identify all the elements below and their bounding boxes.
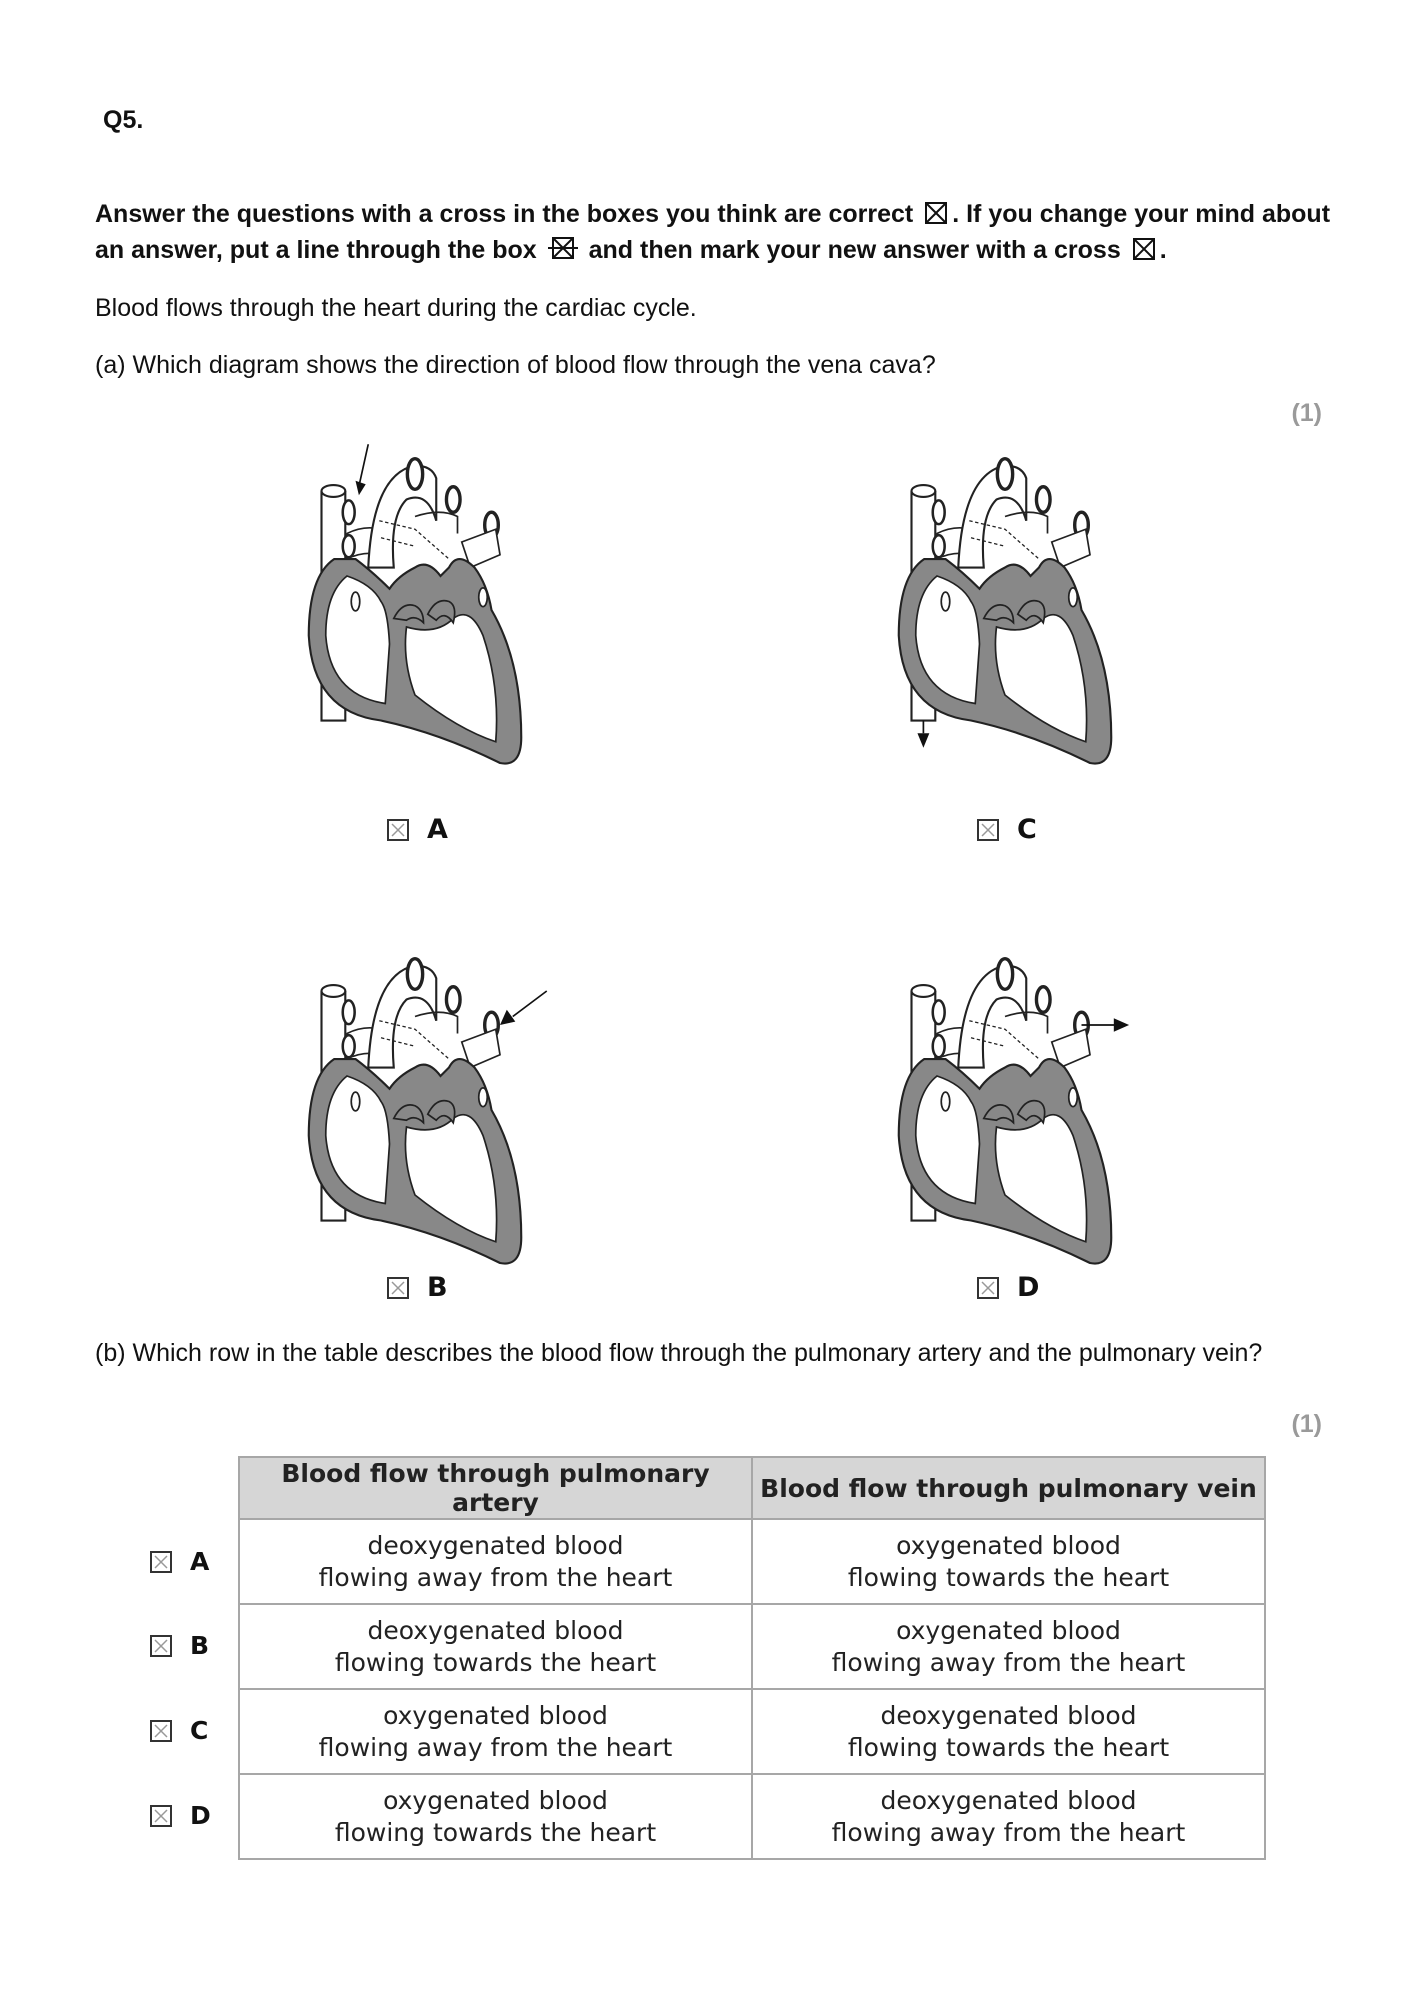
part-a-prompt: (a) Which diagram shows the direction of blood flow through the vena cava?: [95, 351, 936, 379]
cell-line: flowing towards the heart: [334, 1647, 657, 1677]
question-number: Q5.: [103, 106, 144, 134]
table-header-row: [239, 1457, 1265, 1519]
vein-cell: [752, 1604, 1265, 1689]
part-b-prompt: (b) Which row in the table describes the blood flow through the pulmonary artery and the pulmonary vein?: [95, 1339, 1263, 1367]
row-letter: C: [190, 1716, 209, 1745]
option-d-letter: D: [1017, 1272, 1040, 1303]
heart-diagram-d: [855, 940, 1155, 1280]
intro-text: Blood flows through the heart during the cardiac cycle.: [95, 294, 697, 322]
cell-line: deoxygenated blood: [880, 1700, 1137, 1730]
checkbox-icon[interactable]: [387, 819, 409, 841]
cell-line: deoxygenated blood: [367, 1530, 624, 1560]
cell-line: oxygenated blood: [383, 1700, 608, 1730]
cell-line: deoxygenated blood: [880, 1785, 1137, 1815]
cell-line: flowing towards the heart: [847, 1732, 1170, 1762]
vein-cell: [752, 1689, 1265, 1774]
vein-cell: [752, 1519, 1265, 1604]
option-b[interactable]: [387, 1272, 448, 1303]
table-row: [239, 1519, 1265, 1604]
cell-line: oxygenated blood: [896, 1615, 1121, 1645]
instructions-text-3: and then mark your new answer with a cross: [588, 236, 1121, 264]
heart-diagram-b: [265, 940, 565, 1280]
crossed-box-icon: [924, 201, 948, 225]
artery-cell: [239, 1519, 752, 1604]
checkbox-icon[interactable]: [150, 1805, 172, 1827]
table-row: [239, 1604, 1265, 1689]
row-option-c[interactable]: [150, 1716, 208, 1745]
checkbox-icon[interactable]: [150, 1720, 172, 1742]
option-d[interactable]: [977, 1272, 1039, 1303]
header-pulmonary-vein: Blood flow through pulmonary vein: [752, 1457, 1265, 1519]
checkbox-icon[interactable]: [977, 1277, 999, 1299]
header-pulmonary-artery: Blood flow through pulmonary artery: [239, 1457, 752, 1519]
instructions-text-4: .: [1159, 236, 1167, 264]
row-option-b[interactable]: [150, 1631, 209, 1660]
artery-cell: [239, 1604, 752, 1689]
instructions-text-1: Answer the questions with a cross in the boxes you think are correct: [95, 200, 914, 228]
cell-line: oxygenated blood: [383, 1785, 608, 1815]
row-letter: A: [190, 1547, 210, 1576]
checkbox-icon[interactable]: [387, 1277, 409, 1299]
cell-line: flowing towards the heart: [334, 1817, 657, 1847]
answer-instructions: [95, 196, 1345, 268]
struck-box-icon: [548, 235, 578, 261]
heart-diagram-a: [265, 440, 565, 780]
checkbox-icon[interactable]: [150, 1635, 172, 1657]
option-a-letter: A: [427, 814, 448, 845]
table-row: [239, 1689, 1265, 1774]
option-a[interactable]: [387, 814, 448, 845]
vein-cell: [752, 1774, 1265, 1859]
cell-line: oxygenated blood: [896, 1530, 1121, 1560]
row-letter: B: [190, 1631, 210, 1660]
option-c-letter: C: [1017, 814, 1037, 845]
instructions-text-2: . If you change your mind about an answer, put a line through the box: [95, 200, 1331, 264]
artery-cell: [239, 1774, 752, 1859]
checkbox-icon[interactable]: [150, 1551, 172, 1573]
cell-line: flowing towards the heart: [847, 1562, 1170, 1592]
table-row: [239, 1774, 1265, 1859]
cell-line: flowing away from the heart: [831, 1647, 1186, 1677]
artery-cell: [239, 1689, 752, 1774]
part-a-marks: (1): [1291, 399, 1322, 427]
checkbox-icon[interactable]: [977, 819, 999, 841]
cell-line: flowing away from the heart: [318, 1562, 673, 1592]
crossed-box-icon: [1132, 237, 1156, 261]
part-b-marks: (1): [1291, 1410, 1322, 1438]
option-c[interactable]: [977, 814, 1037, 845]
row-letter: D: [190, 1801, 211, 1830]
row-option-a[interactable]: [150, 1547, 209, 1576]
option-b-letter: B: [427, 1272, 448, 1303]
cell-line: deoxygenated blood: [367, 1615, 624, 1645]
cell-line: flowing away from the heart: [318, 1732, 673, 1762]
cell-line: flowing away from the heart: [831, 1817, 1186, 1847]
row-option-d[interactable]: [150, 1801, 211, 1830]
blood-flow-table: [238, 1456, 1266, 1860]
heart-diagram-c: [855, 440, 1155, 780]
